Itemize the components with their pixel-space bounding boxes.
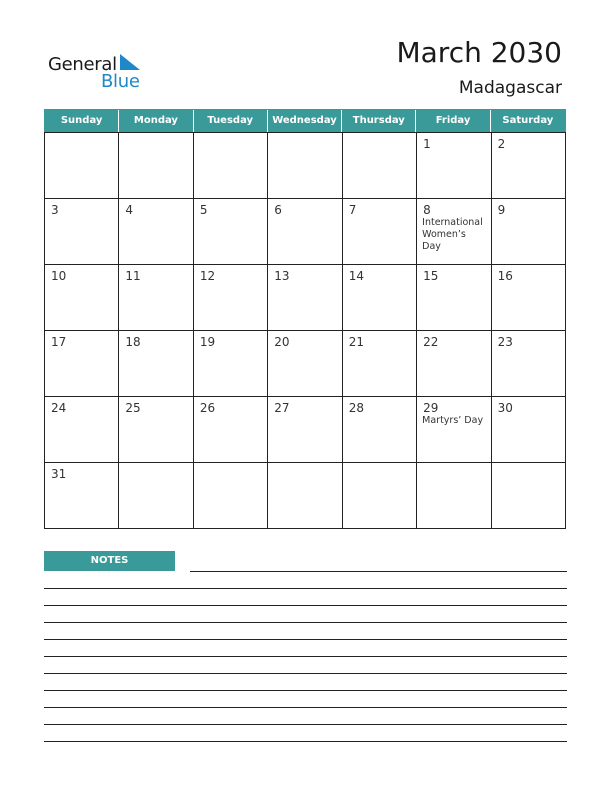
day-number: 11 [125, 269, 141, 283]
day-number: 31 [51, 467, 67, 481]
note-line [190, 571, 567, 572]
day-cell-9 [492, 199, 566, 265]
country-name: Madagascar [458, 78, 562, 98]
note-line [44, 741, 567, 742]
day-number: 7 [348, 203, 357, 217]
logo-triangle-icon [120, 54, 142, 72]
empty-day-cell [45, 133, 119, 199]
day-number: 4 [125, 203, 134, 217]
day-cell-20 [268, 331, 342, 397]
day-cell-2 [492, 133, 566, 199]
day-cell-26 [194, 397, 268, 463]
weekday-tuesday: Tuesday [194, 110, 268, 132]
logo-text-blue: Blue [101, 71, 140, 92]
day-cell-4 [119, 199, 193, 265]
day-cell-25 [119, 397, 193, 463]
day-number: 27 [274, 401, 290, 415]
weekday-header-row [44, 109, 566, 132]
day-number: 3 [51, 203, 59, 217]
weekday-thursday: Thursday [342, 110, 416, 132]
weekday-sunday: Sunday [45, 110, 119, 132]
day-number: 29 [423, 401, 439, 415]
day-cell-15 [417, 265, 491, 331]
day-number: 14 [348, 269, 364, 283]
empty-day-cell [194, 463, 268, 529]
day-cell-12 [194, 265, 268, 331]
notes-label: NOTES [44, 551, 175, 571]
empty-day-cell [119, 463, 193, 529]
day-cell-6 [268, 199, 342, 265]
empty-day-cell [343, 463, 417, 529]
note-line [44, 673, 567, 674]
empty-day-cell [268, 463, 342, 529]
empty-day-cell [194, 133, 268, 199]
day-number: 16 [497, 269, 513, 283]
note-line [44, 639, 567, 640]
day-number: 25 [125, 401, 141, 415]
day-cell-1 [417, 133, 491, 199]
day-number: 22 [423, 335, 439, 349]
day-cell-10 [45, 265, 119, 331]
weekday-saturday: Saturday [502, 115, 554, 126]
note-line [44, 622, 567, 623]
day-cell-22 [417, 331, 491, 397]
day-number: 28 [348, 401, 364, 415]
day-cell-27 [268, 397, 342, 463]
day-cell-29 [417, 397, 491, 463]
empty-day-cell [417, 463, 491, 529]
calendar [44, 109, 566, 530]
day-cell-16 [492, 265, 566, 331]
generalblue-logo [48, 52, 148, 92]
day-number: 1 [423, 137, 431, 151]
day-cell-23 [492, 331, 566, 397]
empty-day-cell [119, 133, 193, 199]
day-number: 15 [423, 269, 439, 283]
day-number: 8 [423, 203, 431, 217]
day-cell-28 [343, 397, 417, 463]
weekday-friday: Friday [416, 110, 490, 132]
day-number: 6 [274, 203, 282, 217]
calendar-grid [44, 132, 566, 529]
holiday-event: International Women’s Day [422, 217, 483, 252]
day-number: 30 [497, 401, 513, 415]
note-line [44, 707, 567, 708]
day-number: 21 [348, 335, 364, 349]
day-cell-5 [194, 199, 268, 265]
day-cell-13 [268, 265, 342, 331]
note-line [44, 605, 567, 606]
day-number: 24 [51, 401, 67, 415]
note-line [44, 588, 567, 589]
day-cell-17 [45, 331, 119, 397]
day-number: 9 [497, 203, 506, 217]
weekday-wednesday: Wednesday [268, 110, 342, 132]
note-line [44, 690, 567, 691]
day-cell-11 [119, 265, 193, 331]
day-number: 5 [199, 203, 208, 217]
day-number: 19 [199, 335, 216, 349]
day-cell-31 [45, 463, 119, 529]
day-number: 2 [497, 137, 506, 151]
empty-day-cell [492, 463, 566, 529]
weekday-monday: Monday [119, 110, 193, 132]
day-cell-14 [343, 265, 417, 331]
day-number: 12 [199, 269, 216, 283]
empty-day-cell [343, 133, 417, 199]
holiday-event: Martyrs’ Day [422, 415, 484, 426]
day-cell-3 [45, 199, 119, 265]
day-number: 18 [125, 335, 141, 349]
day-number: 17 [51, 335, 67, 349]
day-cell-24 [45, 397, 119, 463]
day-number: 13 [274, 269, 290, 283]
day-cell-30 [492, 397, 566, 463]
day-cell-7 [343, 199, 417, 265]
note-line [44, 724, 567, 725]
logo-text-general: General [48, 54, 117, 75]
empty-day-cell [268, 133, 342, 199]
day-number: 26 [199, 401, 216, 415]
day-number: 10 [51, 269, 67, 283]
day-cell-8 [417, 199, 491, 265]
note-line [44, 656, 567, 657]
day-cell-19 [194, 331, 268, 397]
day-number: 20 [274, 335, 290, 349]
day-cell-21 [343, 331, 417, 397]
month-title: March 2030 [396, 36, 562, 69]
day-cell-18 [119, 331, 193, 397]
day-number: 23 [497, 335, 513, 349]
